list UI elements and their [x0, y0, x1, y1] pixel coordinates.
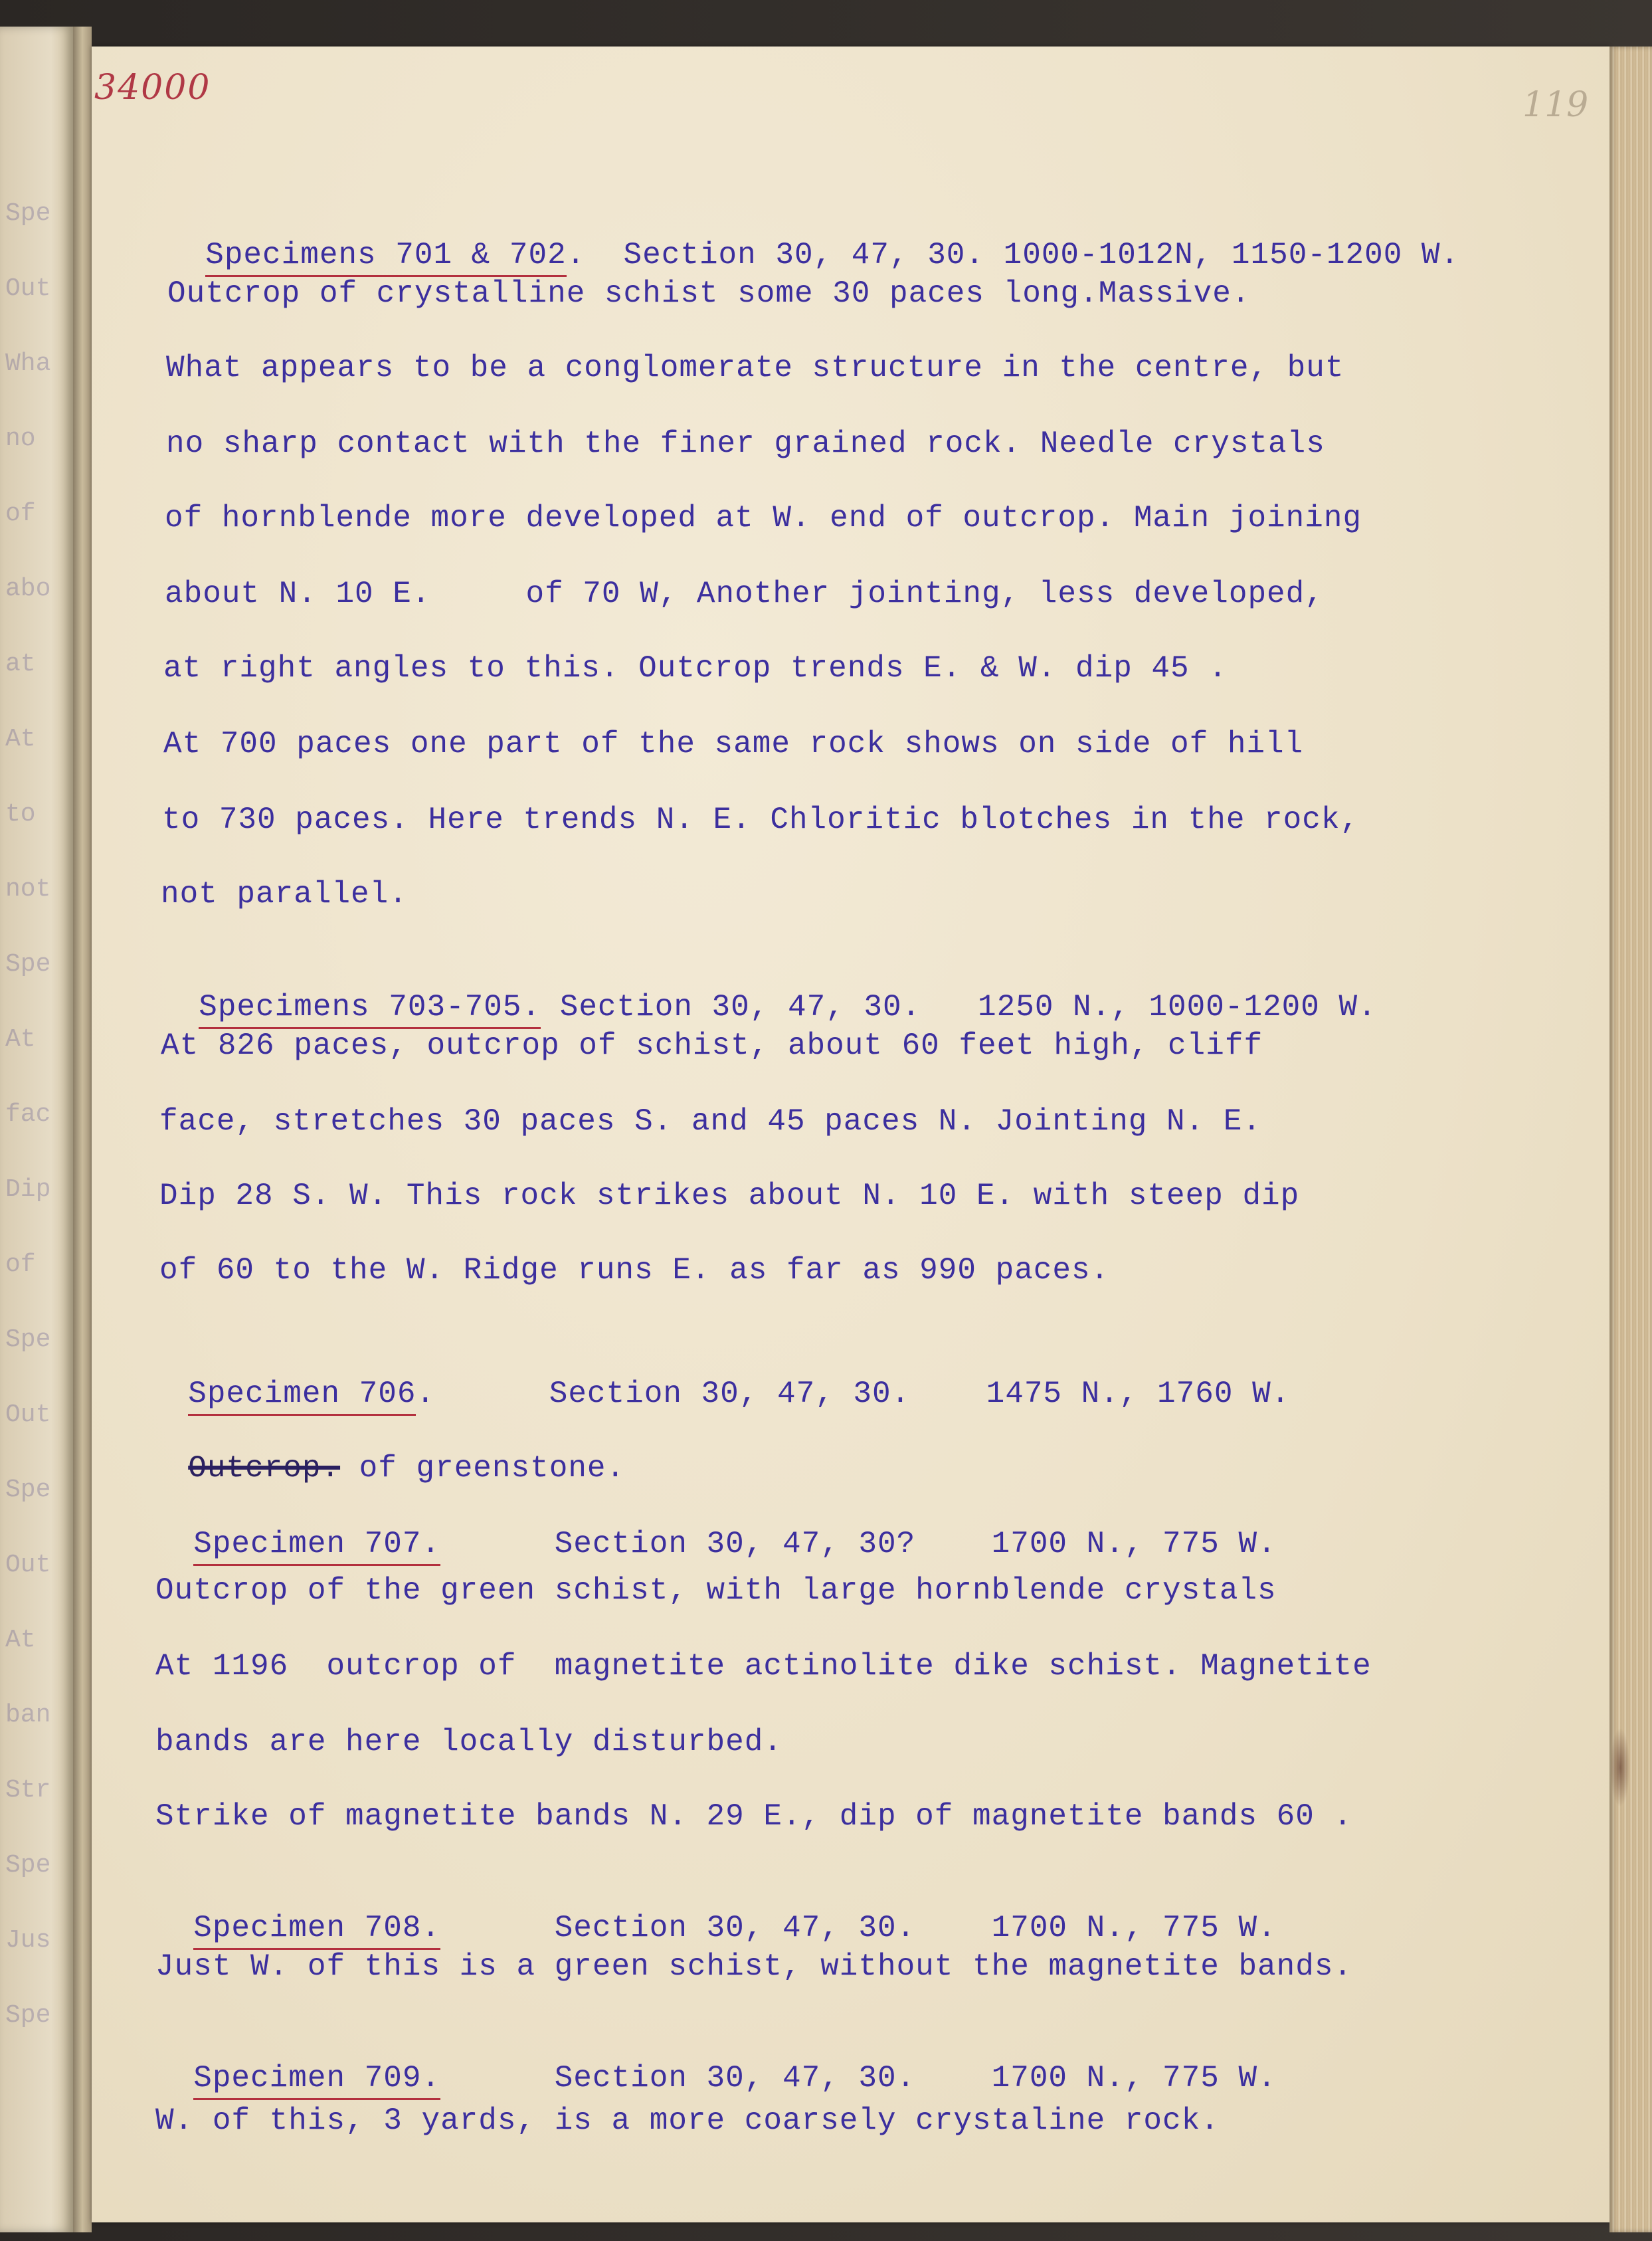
text-line: of 60 to the W. Ridge runs E. as far as 990 paces. [159, 1253, 1110, 1288]
show-through-fragment: of [5, 1250, 36, 1279]
show-through-fragment: no [5, 425, 36, 453]
heading-details: . Section 30, 47, 30. 1475 N., 1760 W. [416, 1377, 1291, 1411]
text-line: face, stretches 30 paces S. and 45 paces N. Jointing N. E. [159, 1104, 1262, 1139]
text-line: Just W. of this is a green schist, without the magnetite bands. [155, 1949, 1353, 1984]
specimen-label: Specimen 709. [193, 2060, 440, 2100]
paper-stain [1610, 1727, 1630, 1807]
show-through-fragment: Spe [5, 199, 51, 228]
text-line: Outcrop of crystalline schist some 30 paces long.Massive. [167, 276, 1251, 311]
line-remainder: of greenstone. [340, 1451, 626, 1486]
text-line: At 700 paces one part of the same rock shows on side of hill [163, 727, 1304, 761]
text-line: W. of this, 3 yards, is a more coarsely crystaline rock. [155, 2103, 1220, 2138]
show-through-fragment: Spe [5, 1476, 51, 1504]
text-line: bands are here locally disturbed. [155, 1725, 782, 1759]
show-through-fragment: At [5, 1626, 36, 1654]
show-through-fragment: ban [5, 1701, 51, 1729]
show-through-fragment: Out [5, 1401, 51, 1429]
show-through-fragment: Spe [5, 950, 51, 979]
specimen-label: Specimen 706 [188, 1375, 416, 1416]
show-through-fragment: Spe [5, 2001, 51, 2030]
specimen-label: Specimens 703-705. [199, 989, 541, 1029]
show-through-fragment: of [5, 500, 36, 528]
text-line [150, 1413, 625, 1487]
struck-out-word: Outcrop. [188, 1451, 341, 1486]
text-line: no sharp contact with the finer grained rock. Needle crystals [166, 427, 1325, 461]
text-line: Outcrop of the green schist, with large hornblende crystals [155, 1573, 1277, 1608]
heading-details: Section 30, 47, 30? 1700 N., 775 W. [440, 1527, 1277, 1561]
specimen-heading-708 [155, 1872, 1277, 1950]
specimen-heading-709 [155, 2022, 1277, 2100]
left-page-edge [0, 27, 73, 2232]
specimen-heading-703-705 [161, 951, 1377, 1029]
text-line: Dip 28 S. W. This rock strikes about N. 10 E. with steep dip [159, 1179, 1300, 1213]
specimen-heading-707 [155, 1488, 1277, 1566]
text-line: At 826 paces, outcrop of schist, about 60 feet high, cliff [161, 1028, 1263, 1063]
heading-details: Section 30, 47, 30. 1700 N., 775 W. [440, 2061, 1277, 2095]
text-line: Strike of magnetite bands N. 29 E., dip of magnetite bands 60 . [155, 1799, 1353, 1834]
corner-handwritten-note: 34000 [94, 68, 211, 108]
heading-details: Section 30, 47, 30. 1250 N., 1000-1200 W. [541, 990, 1377, 1024]
specimen-label: Specimen 708. [193, 1909, 440, 1950]
show-through-fragment: At [5, 1025, 36, 1054]
show-through-fragment: at [5, 650, 36, 678]
show-through-fragment: to [5, 800, 36, 828]
text-line: at right angles to this. Outcrop trends E. & W. dip 45 . [163, 651, 1228, 686]
heading-details: . Section 30, 47, 30. 1000-1012N, 1150-1200 W. [566, 238, 1460, 272]
specimen-heading-706 [150, 1338, 1290, 1416]
show-through-fragment: abo [5, 575, 51, 603]
specimen-label: Specimen 707. [193, 1525, 440, 1566]
page-stack-edge [1609, 47, 1652, 2232]
text-line: not parallel. [161, 877, 408, 912]
show-through-fragment: Spe [5, 1325, 51, 1354]
show-through-fragment: Wha [5, 349, 51, 378]
specimen-heading-701-702 [167, 199, 1459, 277]
show-through-fragment: Str [5, 1776, 51, 1804]
text-line: At 1196 outcrop of magnetite actinolite dike schist. Magnetite [155, 1649, 1372, 1684]
show-through-fragment: At [5, 725, 36, 753]
specimen-label: Specimens 701 & 702 [205, 237, 567, 277]
show-through-fragment: Out [5, 274, 51, 303]
text-line: to 730 paces. Here trends N. E. Chloritic blotches in the rock, [162, 803, 1360, 837]
text-line: of hornblende more developed at W. end of outcrop. Main joining [165, 501, 1362, 536]
page-number: 119 [1522, 85, 1589, 125]
show-through-fragment: fac [5, 1100, 51, 1129]
text-line: What appears to be a conglomerate structure in the centre, but [166, 351, 1344, 385]
text-line: about N. 10 E. of 70 W, Another jointing, less developed, [165, 577, 1324, 611]
show-through-fragment: not [5, 875, 51, 904]
heading-details: Section 30, 47, 30. 1700 N., 775 W. [440, 1911, 1277, 1945]
show-through-fragment: Dip [5, 1175, 51, 1204]
show-through-fragment: Spe [5, 1851, 51, 1880]
book-gutter [73, 27, 92, 2232]
show-through-fragment: Out [5, 1551, 51, 1579]
show-through-fragment: Jus [5, 1926, 51, 1955]
